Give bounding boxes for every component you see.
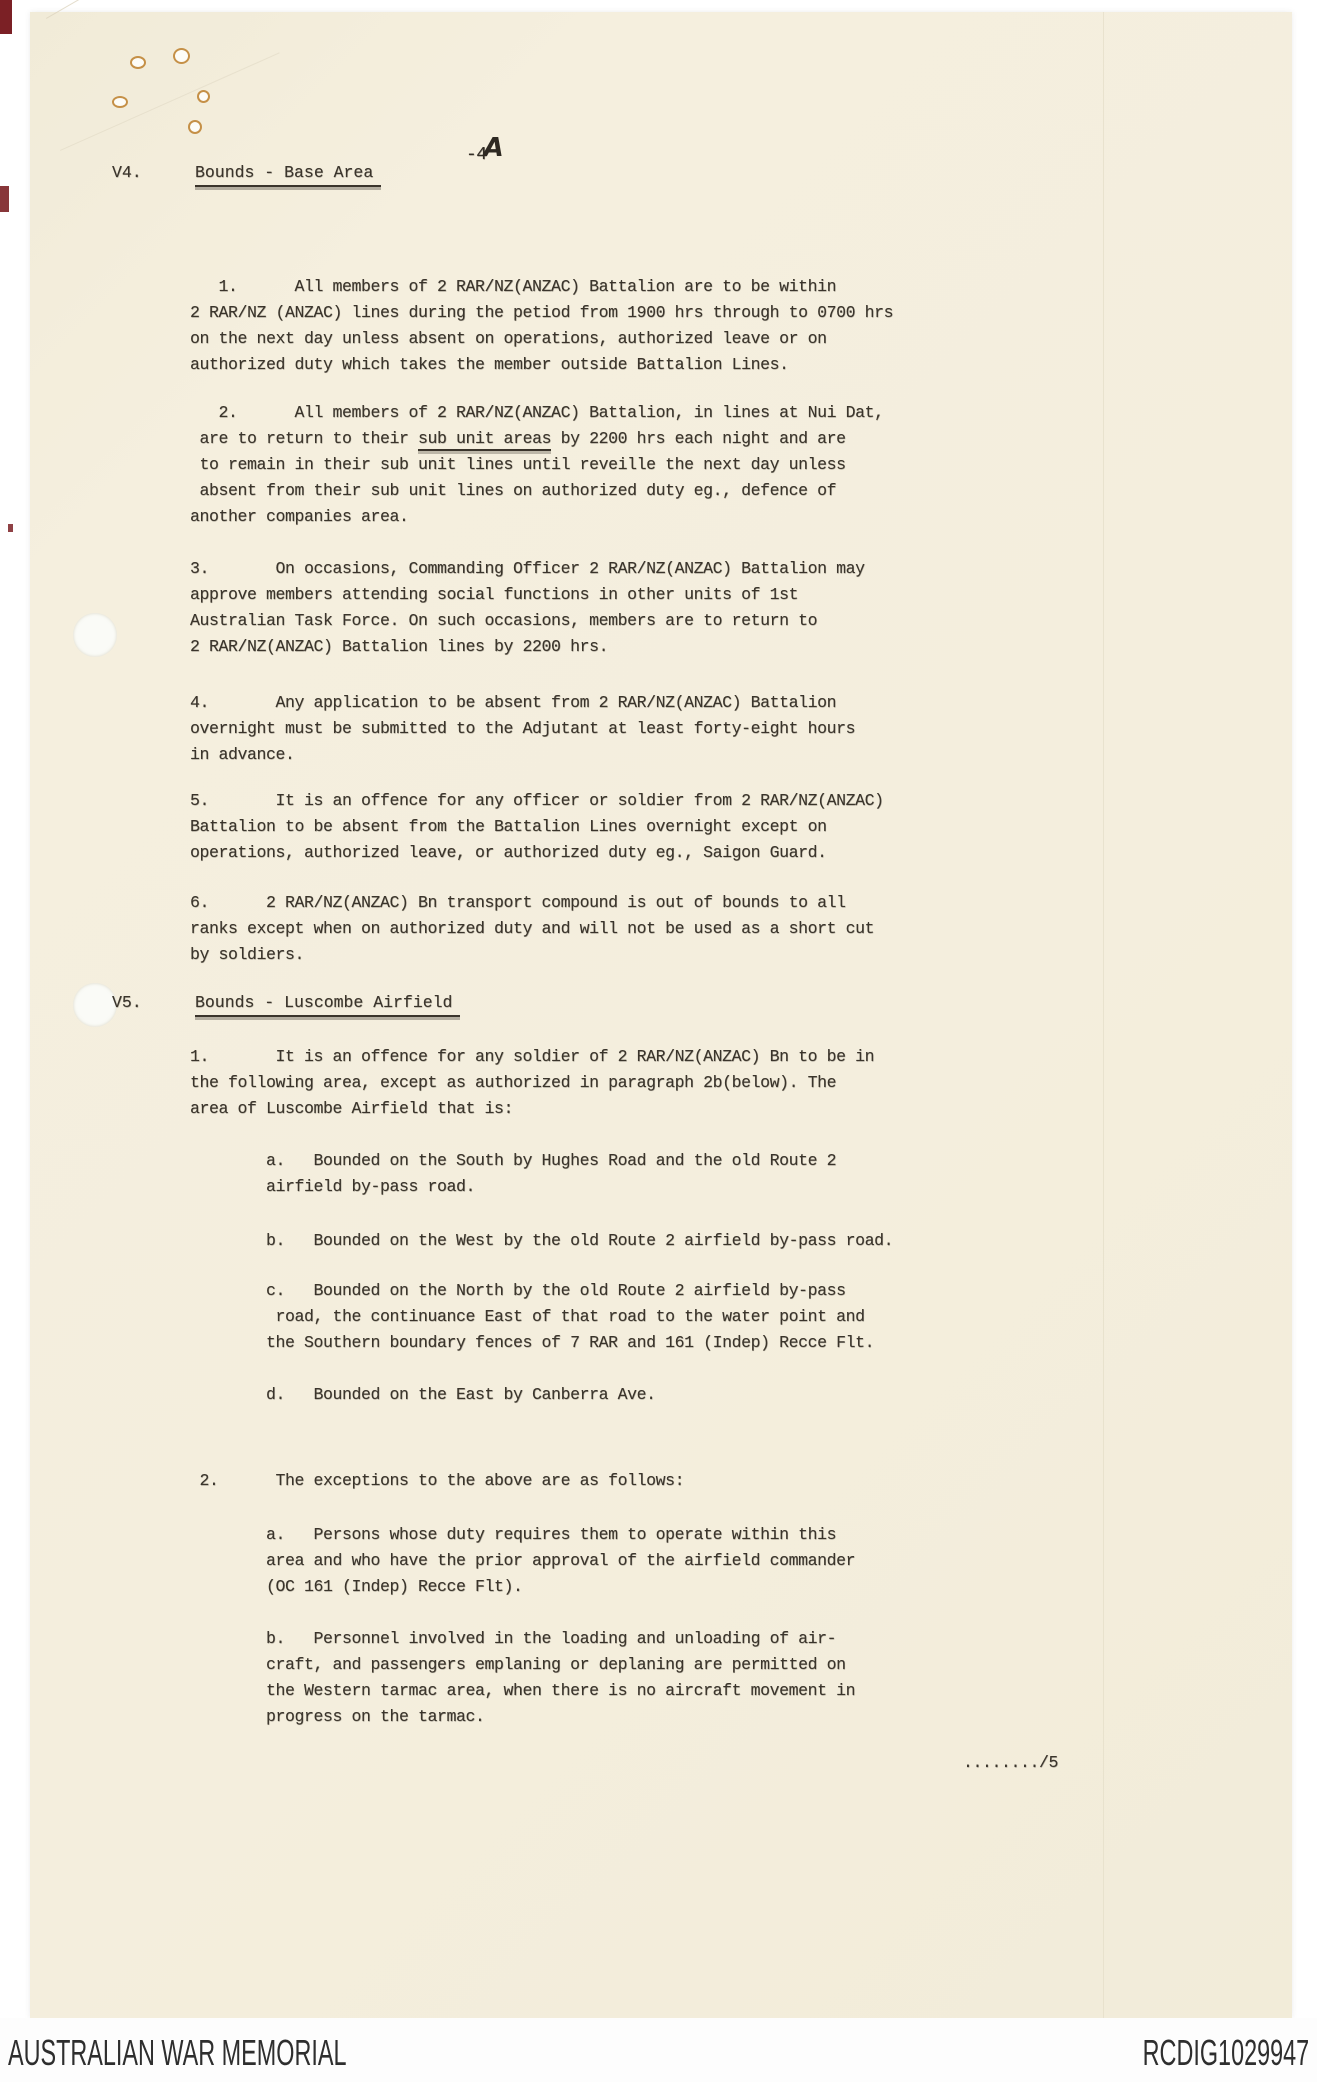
paragraph-v5-2: [190, 1468, 684, 1494]
page-number: [466, 133, 504, 166]
text-line: a. Persons whose duty requires them to operate within this: [190, 1525, 837, 1544]
section-label-v5: V5.: [112, 993, 142, 1012]
text-line: 2 RAR/NZ(ANZAC) Battalion lines by 2200 hrs.: [190, 637, 609, 656]
text-line: 1. It is an offence for any soldier of 2 RAR/NZ(ANZAC) Bn to be in: [190, 1047, 875, 1066]
subitem-v5-1c: [190, 1278, 874, 1356]
page-number-typed: -4: [466, 145, 487, 165]
text-line: absent from their sub unit lines on authorized duty eg., defence of: [190, 481, 837, 500]
paragraph-v4-2: [190, 400, 884, 530]
paragraph-v5-1: [190, 1044, 874, 1122]
paper-damage-spot: [188, 120, 202, 134]
text-line: approve members attending social functions in other units of 1st: [190, 585, 799, 604]
text-line: b. Personnel involved in the loading and unloading of air-: [190, 1629, 837, 1648]
page-number-handwritten: A: [483, 133, 504, 163]
text-line: another companies area.: [190, 507, 409, 526]
text-line: craft, and passengers emplaning or deplaning are permitted on: [190, 1655, 846, 1674]
text-line: 6. 2 RAR/NZ(ANZAC) Bn transport compound is out of bounds to all: [190, 893, 846, 912]
text-line: on the next day unless absent on operations, authorized leave or on: [190, 329, 827, 348]
text-line: the following area, except as authorized in paragraph 2b(below). The: [190, 1073, 837, 1092]
paragraph-v4-3: [190, 556, 865, 660]
text-line: the Southern boundary fences of 7 RAR and 161 (Indep) Recce Flt.: [190, 1333, 875, 1352]
text-line: [190, 426, 884, 452]
text-line: the Western tarmac area, when there is no aircraft movement in: [190, 1681, 856, 1700]
text-line: authorized duty which takes the member outside Battalion Lines.: [190, 355, 789, 374]
section-v4-heading-row: [0, 163, 1317, 193]
paper-damage-spot: [173, 48, 190, 64]
text-line: d. Bounded on the East by Canberra Ave.: [190, 1385, 656, 1404]
paper-damage-spot: [112, 96, 128, 108]
text-line: 2. The exceptions to the above are as follows:: [190, 1471, 685, 1490]
hole-punch: [73, 613, 117, 657]
paragraph-v4-1: [190, 274, 893, 378]
text-line: road, the continuance East of that road to the water point and: [190, 1307, 865, 1326]
text-line: a. Bounded on the South by Hughes Road and the old Route 2: [190, 1151, 837, 1170]
paper-damage-spot: [197, 90, 210, 103]
paragraph-v4-4: [190, 690, 855, 768]
text-line: Battalion to be absent from the Battalion Lines overnight except on: [190, 817, 827, 836]
subitem-v5-2a: [190, 1522, 855, 1600]
text-line: progress on the tarmac.: [190, 1707, 485, 1726]
text-line: by soldiers.: [190, 945, 305, 964]
subitem-v5-2b: [190, 1626, 855, 1730]
text-line: area of Luscombe Airfield that is:: [190, 1099, 514, 1118]
section-v5-heading-row: [0, 993, 1317, 1023]
text-line: (OC 161 (Indep) Recce Flt).: [190, 1577, 523, 1596]
text-line: in advance.: [190, 745, 295, 764]
text-line: 2. All members of 2 RAR/NZ(ANZAC) Battalion, in lines at Nui Dat,: [190, 403, 884, 422]
subitem-v5-1b: [190, 1228, 893, 1254]
text-line: overnight must be submitted to the Adjutant at least forty-eight hours: [190, 719, 856, 738]
text-segment: are to return to their: [190, 429, 419, 448]
binding-mark: [0, 0, 12, 34]
subitem-v5-1a: [190, 1148, 836, 1200]
text-line: ranks except when on authorized duty and will not be used as a short cut: [190, 919, 875, 938]
underlined-phrase: sub unit areas: [418, 429, 551, 451]
text-line: ......../5: [963, 1753, 1059, 1772]
footer-archive-name: AUSTRALIAN WAR MEMORIAL: [8, 2032, 347, 2073]
text-line: 5. It is an offence for any officer or soldier from 2 RAR/NZ(ANZAC): [190, 791, 884, 810]
subitem-v5-1d: [190, 1382, 656, 1408]
page-continuation-marker: [963, 1750, 1058, 1776]
text-line: airfield by-pass road.: [190, 1177, 476, 1196]
text-line: 4. Any application to be absent from 2 RAR/NZ(ANZAC) Battalion: [190, 693, 837, 712]
footer-document-id: RCDIG1029947: [1142, 2032, 1309, 2073]
text-line: 3. On occasions, Commanding Officer 2 RAR/NZ(ANZAC) Battalion may: [190, 559, 865, 578]
paragraph-v4-5: [190, 788, 884, 866]
text-line: 2 RAR/NZ (ANZAC) lines during the petiod from 1900 hrs through to 0700 hrs: [190, 303, 894, 322]
text-line: c. Bounded on the North by the old Route 2 airfield by-pass: [190, 1281, 846, 1300]
text-segment: by 2200 hrs each night and are: [551, 429, 846, 448]
text-line: 1. All members of 2 RAR/NZ(ANZAC) Battalion are to be within: [190, 277, 837, 296]
footer: [0, 2018, 1317, 2082]
text-line: to remain in their sub unit lines until reveille the next day unless: [190, 455, 846, 474]
section-heading-bounds-base-area: Bounds - Base Area: [195, 163, 381, 187]
text-line: b. Bounded on the West by the old Route 2 airfield by-pass road.: [190, 1231, 894, 1250]
paper-damage-spot: [130, 56, 146, 69]
text-line: operations, authorized leave, or authorized duty eg., Saigon Guard.: [190, 843, 827, 862]
binding-mark: [8, 524, 13, 532]
paragraph-v4-6: [190, 890, 874, 968]
text-line: area and who have the prior approval of the airfield commander: [190, 1551, 856, 1570]
section-label-v4: V4.: [112, 163, 142, 182]
section-heading-bounds-luscombe-airfield: Bounds - Luscombe Airfield: [195, 993, 460, 1017]
text-line: Australian Task Force. On such occasions, members are to return to: [190, 611, 818, 630]
